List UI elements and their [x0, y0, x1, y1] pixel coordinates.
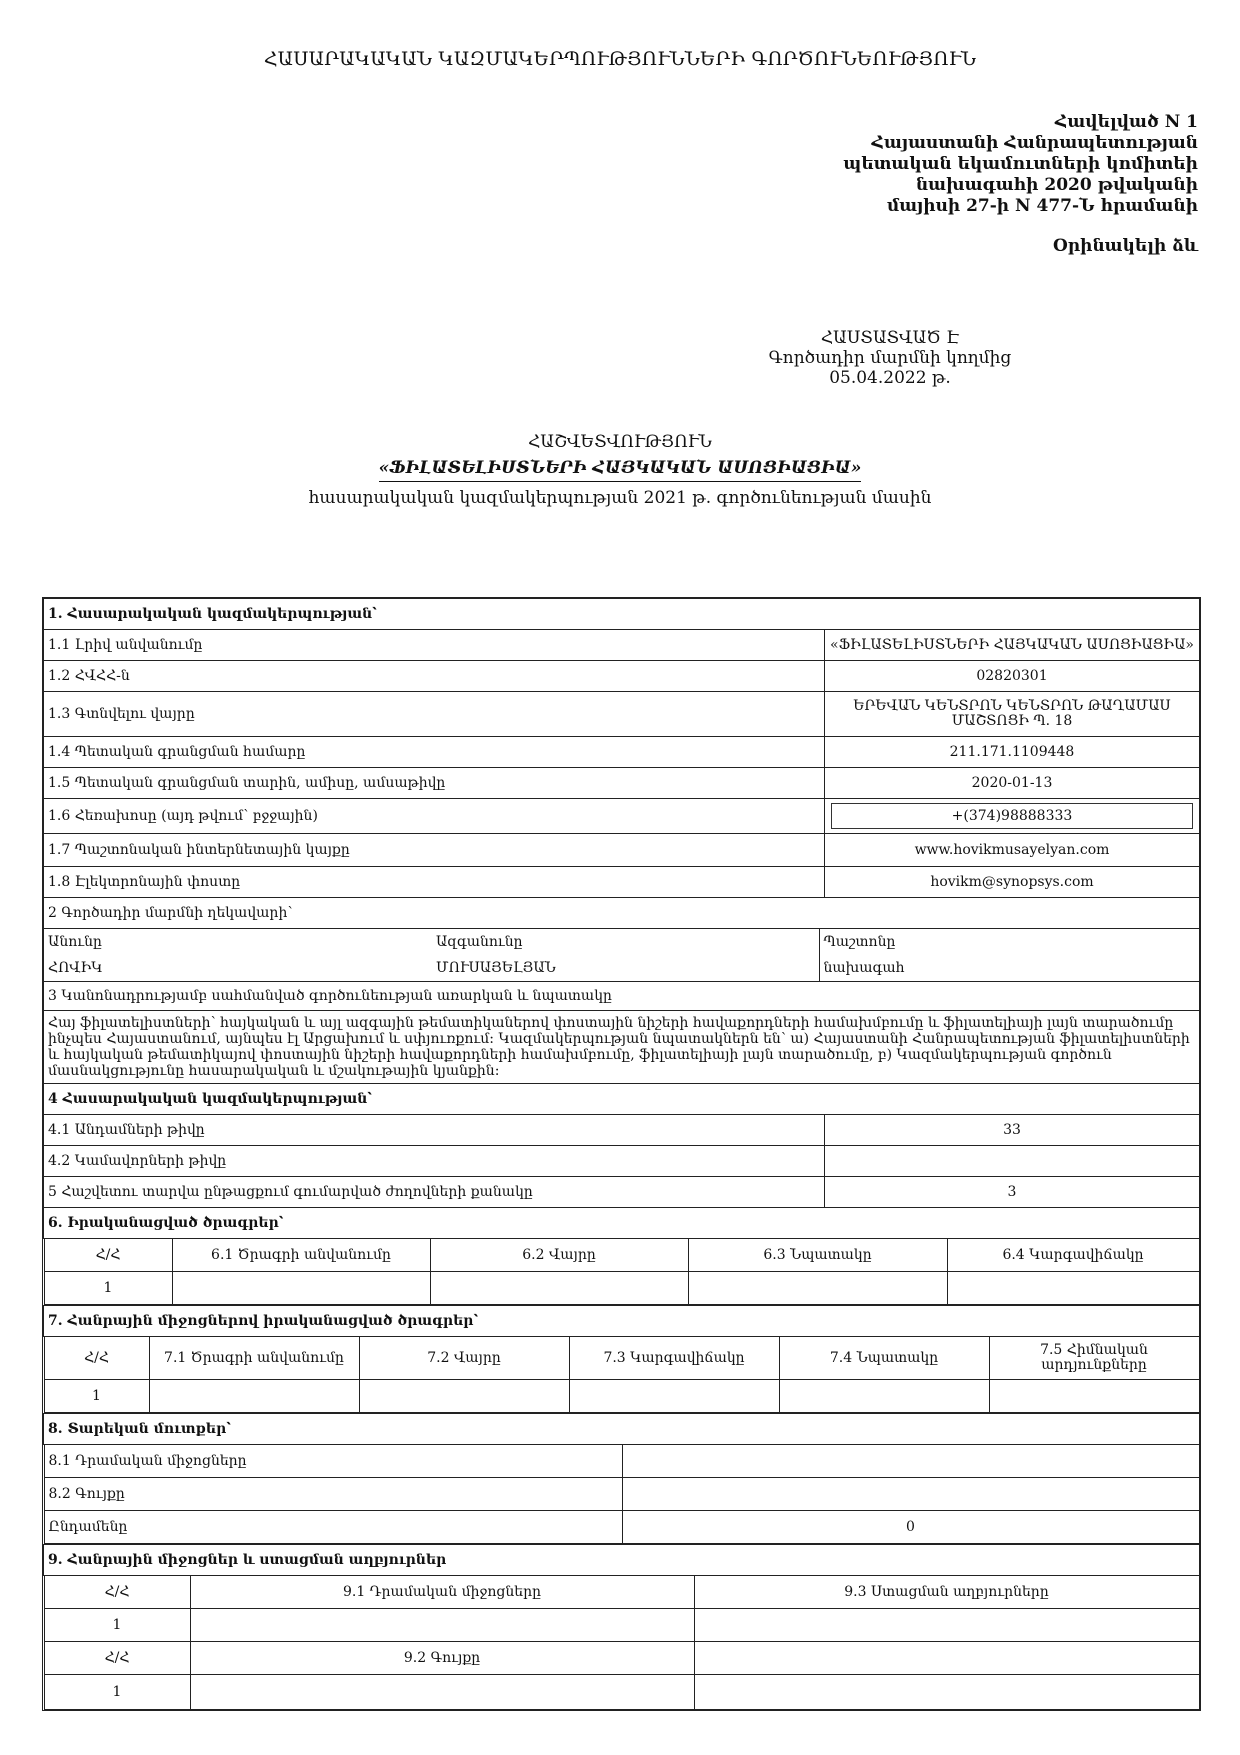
volunteers-count-value: [825, 1146, 1200, 1177]
property-income-value: [622, 1478, 1199, 1511]
approval-title: ՀԱՍՏԱՏՎԱԾ Է: [820, 328, 960, 348]
registration-number-value: 211.171.1109448: [825, 737, 1200, 768]
row-number: 1: [44, 1609, 190, 1642]
full-name-value: «ՖԻԼԱՏԵԼԻՍՏՆԵՐԻ ՀԱՅԿԱԿԱՆ ԱՍՈՑԻԱՑԻԱ»: [825, 630, 1200, 661]
column-header: 6.4 Կարգավիճակը: [947, 1239, 1199, 1272]
table-row: [44, 1115, 1200, 1146]
column-header: 9.2 Գույքը: [190, 1642, 694, 1675]
document-main-title: ՀԱՍԱՐԱԿԱԿԱՆ ԿԱԶՄԱԿԵՐՊՈՒԹՅՈՒՆՆԵՐԻ ԳՈՐԾՈՒՆԵՈՒԹՅՈՒՆ: [263, 48, 977, 70]
column-header: 6.1 Ծրագրի անվանումը: [172, 1239, 430, 1272]
cell: [190, 1609, 694, 1642]
table-row: [44, 768, 1200, 799]
column-header: 7.1 Ծրագրի անվանումը: [149, 1337, 359, 1380]
column-header: 9.3 Ստացման աղբյուրները: [694, 1576, 1199, 1609]
row-label: 4.1 Անդամների թիվը: [44, 1115, 825, 1146]
column-header: 6.2 Վայրը: [430, 1239, 688, 1272]
cell: [190, 1675, 694, 1710]
row-label: 1.8 Էլեկտրոնային փոստը: [44, 867, 825, 898]
row-label: 1.2 ՀՎՀՀ-ն: [44, 661, 825, 692]
phone-field: [825, 799, 1200, 834]
appendix-line: պետական եկամուտների կոմիտեի: [843, 154, 1198, 174]
sample-form-label: Օրինակելի ձև: [1053, 236, 1198, 256]
table-row: [44, 1380, 1199, 1413]
registration-date-value: 2020-01-13: [825, 768, 1200, 799]
appendix-line: Հայաստանի Հանրապետության: [871, 133, 1198, 153]
appendix-reference: [843, 112, 1198, 217]
cell: [989, 1380, 1199, 1413]
table-header-row: [44, 1576, 1199, 1609]
members-count-value: 33: [825, 1115, 1200, 1146]
meetings-count-value: 3: [825, 1177, 1200, 1208]
row-label: 1.3 Գտնվելու վայրը: [44, 692, 825, 737]
leader-first-name-header: Անունը: [48, 934, 102, 950]
approval-date: 05.04.2022 թ.: [829, 368, 951, 388]
table-row: [44, 661, 1200, 692]
table-header-row: [44, 1642, 1199, 1675]
leader-last-name-header: Ազգանունը: [436, 934, 523, 950]
row-label: Ընդամենը: [44, 1511, 622, 1544]
column-header: 7.5 Հիմնական արդյունքները: [989, 1337, 1199, 1380]
row-number: 1: [44, 1675, 190, 1710]
row-label: 4.2 Կամավորների թիվը: [44, 1146, 825, 1177]
leader-last-name: ՄՈՒՍԱՅԵԼՅԱՆ: [436, 960, 556, 976]
cell: [694, 1609, 1199, 1642]
row-label: 8.2 Գույքը: [44, 1478, 622, 1511]
appendix-line: Հավելված N 1: [1054, 112, 1198, 132]
column-header: 7.2 Վայրը: [359, 1337, 569, 1380]
table-header-row: [44, 1337, 1199, 1380]
phone-value: +(374)98888333: [831, 803, 1193, 829]
table-row: [44, 799, 1200, 834]
appendix-line: մայիսի 27-ի N 477-Ն հրամանի: [886, 196, 1198, 216]
table-row: [44, 692, 1200, 737]
table-row: [44, 867, 1200, 898]
section-1-table: [43, 598, 1200, 1710]
total-income-value: 0: [622, 1511, 1199, 1544]
row-number: 1: [44, 1272, 172, 1305]
section-4-title: 4 Հասարակական կազմակերպության՝: [44, 1084, 1200, 1115]
row-label: 1.1 Լրիվ անվանումը: [44, 630, 825, 661]
table-row: [44, 630, 1200, 661]
report-subtitle: հասարակական կազմակերպության 2021 թ. գործունեության մասին: [308, 488, 932, 508]
tin-value: 02820301: [825, 661, 1200, 692]
report-form: [42, 597, 1201, 1711]
website-value: www.hovikmusayelyan.com: [825, 834, 1200, 867]
cell: [779, 1380, 989, 1413]
report-title: ՀԱՇՎԵՏՎՈՒԹՅՈՒՆ: [528, 432, 712, 452]
cell: [359, 1380, 569, 1413]
address-value: ԵՐԵՎԱՆ ԿԵՆՏՐՈՆ ԿԵՆՏՐՈՆ ԹԱՂԱՄԱՍ ՄԱՇՏՈՑԻ Պ. 18: [825, 692, 1200, 737]
approval-by: Գործադիր մարմնի կողմից: [768, 348, 1012, 368]
appendix-line: նախագահի 2020 թվականի: [915, 175, 1198, 195]
cell: [688, 1272, 947, 1305]
section-7-table: [44, 1337, 1200, 1413]
table-row: [44, 1609, 1199, 1642]
cash-income-value: [622, 1445, 1199, 1478]
column-header: 7.4 Նպատակը: [779, 1337, 989, 1380]
cell: [694, 1675, 1199, 1710]
report-org-name: «ՖԻԼԱՏԵԼԻՍՏՆԵՐԻ ՀԱՅԿԱԿԱՆ ԱՍՈՑԻԱՑԻԱ»: [379, 458, 862, 482]
section-1-title: 1. Հասարակական կազմակերպության՝: [44, 599, 1200, 630]
section-7-title: 7. Հանրային միջոցներով իրականացված ծրագրեր՝: [44, 1306, 1200, 1337]
column-header: Հ/Հ: [44, 1642, 190, 1675]
table-row: [44, 1272, 1199, 1305]
cell: [430, 1272, 688, 1305]
leader-position-header: Պաշտոնը: [819, 929, 1199, 955]
table-row: [44, 1675, 1199, 1710]
table-header-row: [44, 1239, 1199, 1272]
row-number: 1: [44, 1380, 149, 1413]
leader-table: [44, 929, 1199, 981]
table-row: [44, 1146, 1200, 1177]
cell: [947, 1272, 1199, 1305]
column-header: Հ/Հ: [44, 1239, 172, 1272]
leader-position: նախագահ: [819, 955, 1199, 981]
section-2-title: 2 Գործադիր մարմնի ղեկավարի՝: [44, 898, 1200, 929]
cell: [172, 1272, 430, 1305]
section-8-title: 8. Տարեկան մուտքեր՝: [44, 1414, 1200, 1445]
column-header: Հ/Հ: [44, 1337, 149, 1380]
column-header: 6.3 Նպատակը: [688, 1239, 947, 1272]
cell: [569, 1380, 779, 1413]
column-header: Հ/Հ: [44, 1576, 190, 1609]
email-value: hovikm@synopsys.com: [825, 867, 1200, 898]
table-row: [44, 1177, 1200, 1208]
row-label: 8.1 Դրամական միջոցները: [44, 1445, 622, 1478]
section-3-text: Հայ ֆիլատելիստների՝ հայկական և այլ ազգային թեմատիկաներով փոստային նիշերի հավաքորդների համախմբումը և ֆիլատելիայի լայն տարածումը ինչպես Հայաստանում, այնպես էլ Արցախում և սփյուռքում։ Կազմակերպության նպատակներն են՝ ա) Հայաստանի Հանրապետության ֆիլատելիստների և հայկական թեմատիկայով փոստային նիշերի հավաքորդների համախմբումը, ֆիլատելիայի լայն տարածումը, բ) Կազմակերպության գործուն մասնակցությունը հասարակական և մշակութային կյանքին։: [44, 1011, 1200, 1084]
section-6-title: 6. Իրականացված ծրագրեր՝: [44, 1208, 1200, 1239]
table-row: [44, 834, 1200, 867]
row-label: 1.5 Պետական գրանցման տարին, ամիսը, ամսաթիվը: [44, 768, 825, 799]
table-row: [44, 1445, 1199, 1478]
section-8-table: [44, 1445, 1200, 1544]
report-heading: [0, 432, 1240, 508]
row-label: 5 Հաշվետու տարվա ընթացքում գումարված ժողովների քանակը: [44, 1177, 825, 1208]
section-3-title: 3 Կանոնադրությամբ սահմանված գործունեության առարկան և նպատակը: [44, 982, 1200, 1011]
column-header: [694, 1642, 1199, 1675]
leader-first-name: ՀՈՎԻԿ: [48, 960, 103, 976]
section-6-table: [44, 1239, 1200, 1305]
row-label: 1.6 Հեռախոսը (այդ թվում՝ բջջային): [44, 799, 825, 834]
column-header: 7.3 Կարգավիճակը: [569, 1337, 779, 1380]
table-row: [44, 1478, 1199, 1511]
row-label: 1.4 Պետական գրանցման համարը: [44, 737, 825, 768]
section-9-title: 9. Հանրային միջոցներ և ստացման աղբյուրներ: [44, 1545, 1200, 1576]
approval-block: [700, 328, 1080, 388]
row-label: 1.7 Պաշտոնական ինտերնետային կայքը: [44, 834, 825, 867]
table-row: [44, 737, 1200, 768]
table-row: [44, 1511, 1199, 1544]
cell: [149, 1380, 359, 1413]
column-header: 9.1 Դրամական միջոցները: [190, 1576, 694, 1609]
section-9-table: [44, 1576, 1200, 1710]
